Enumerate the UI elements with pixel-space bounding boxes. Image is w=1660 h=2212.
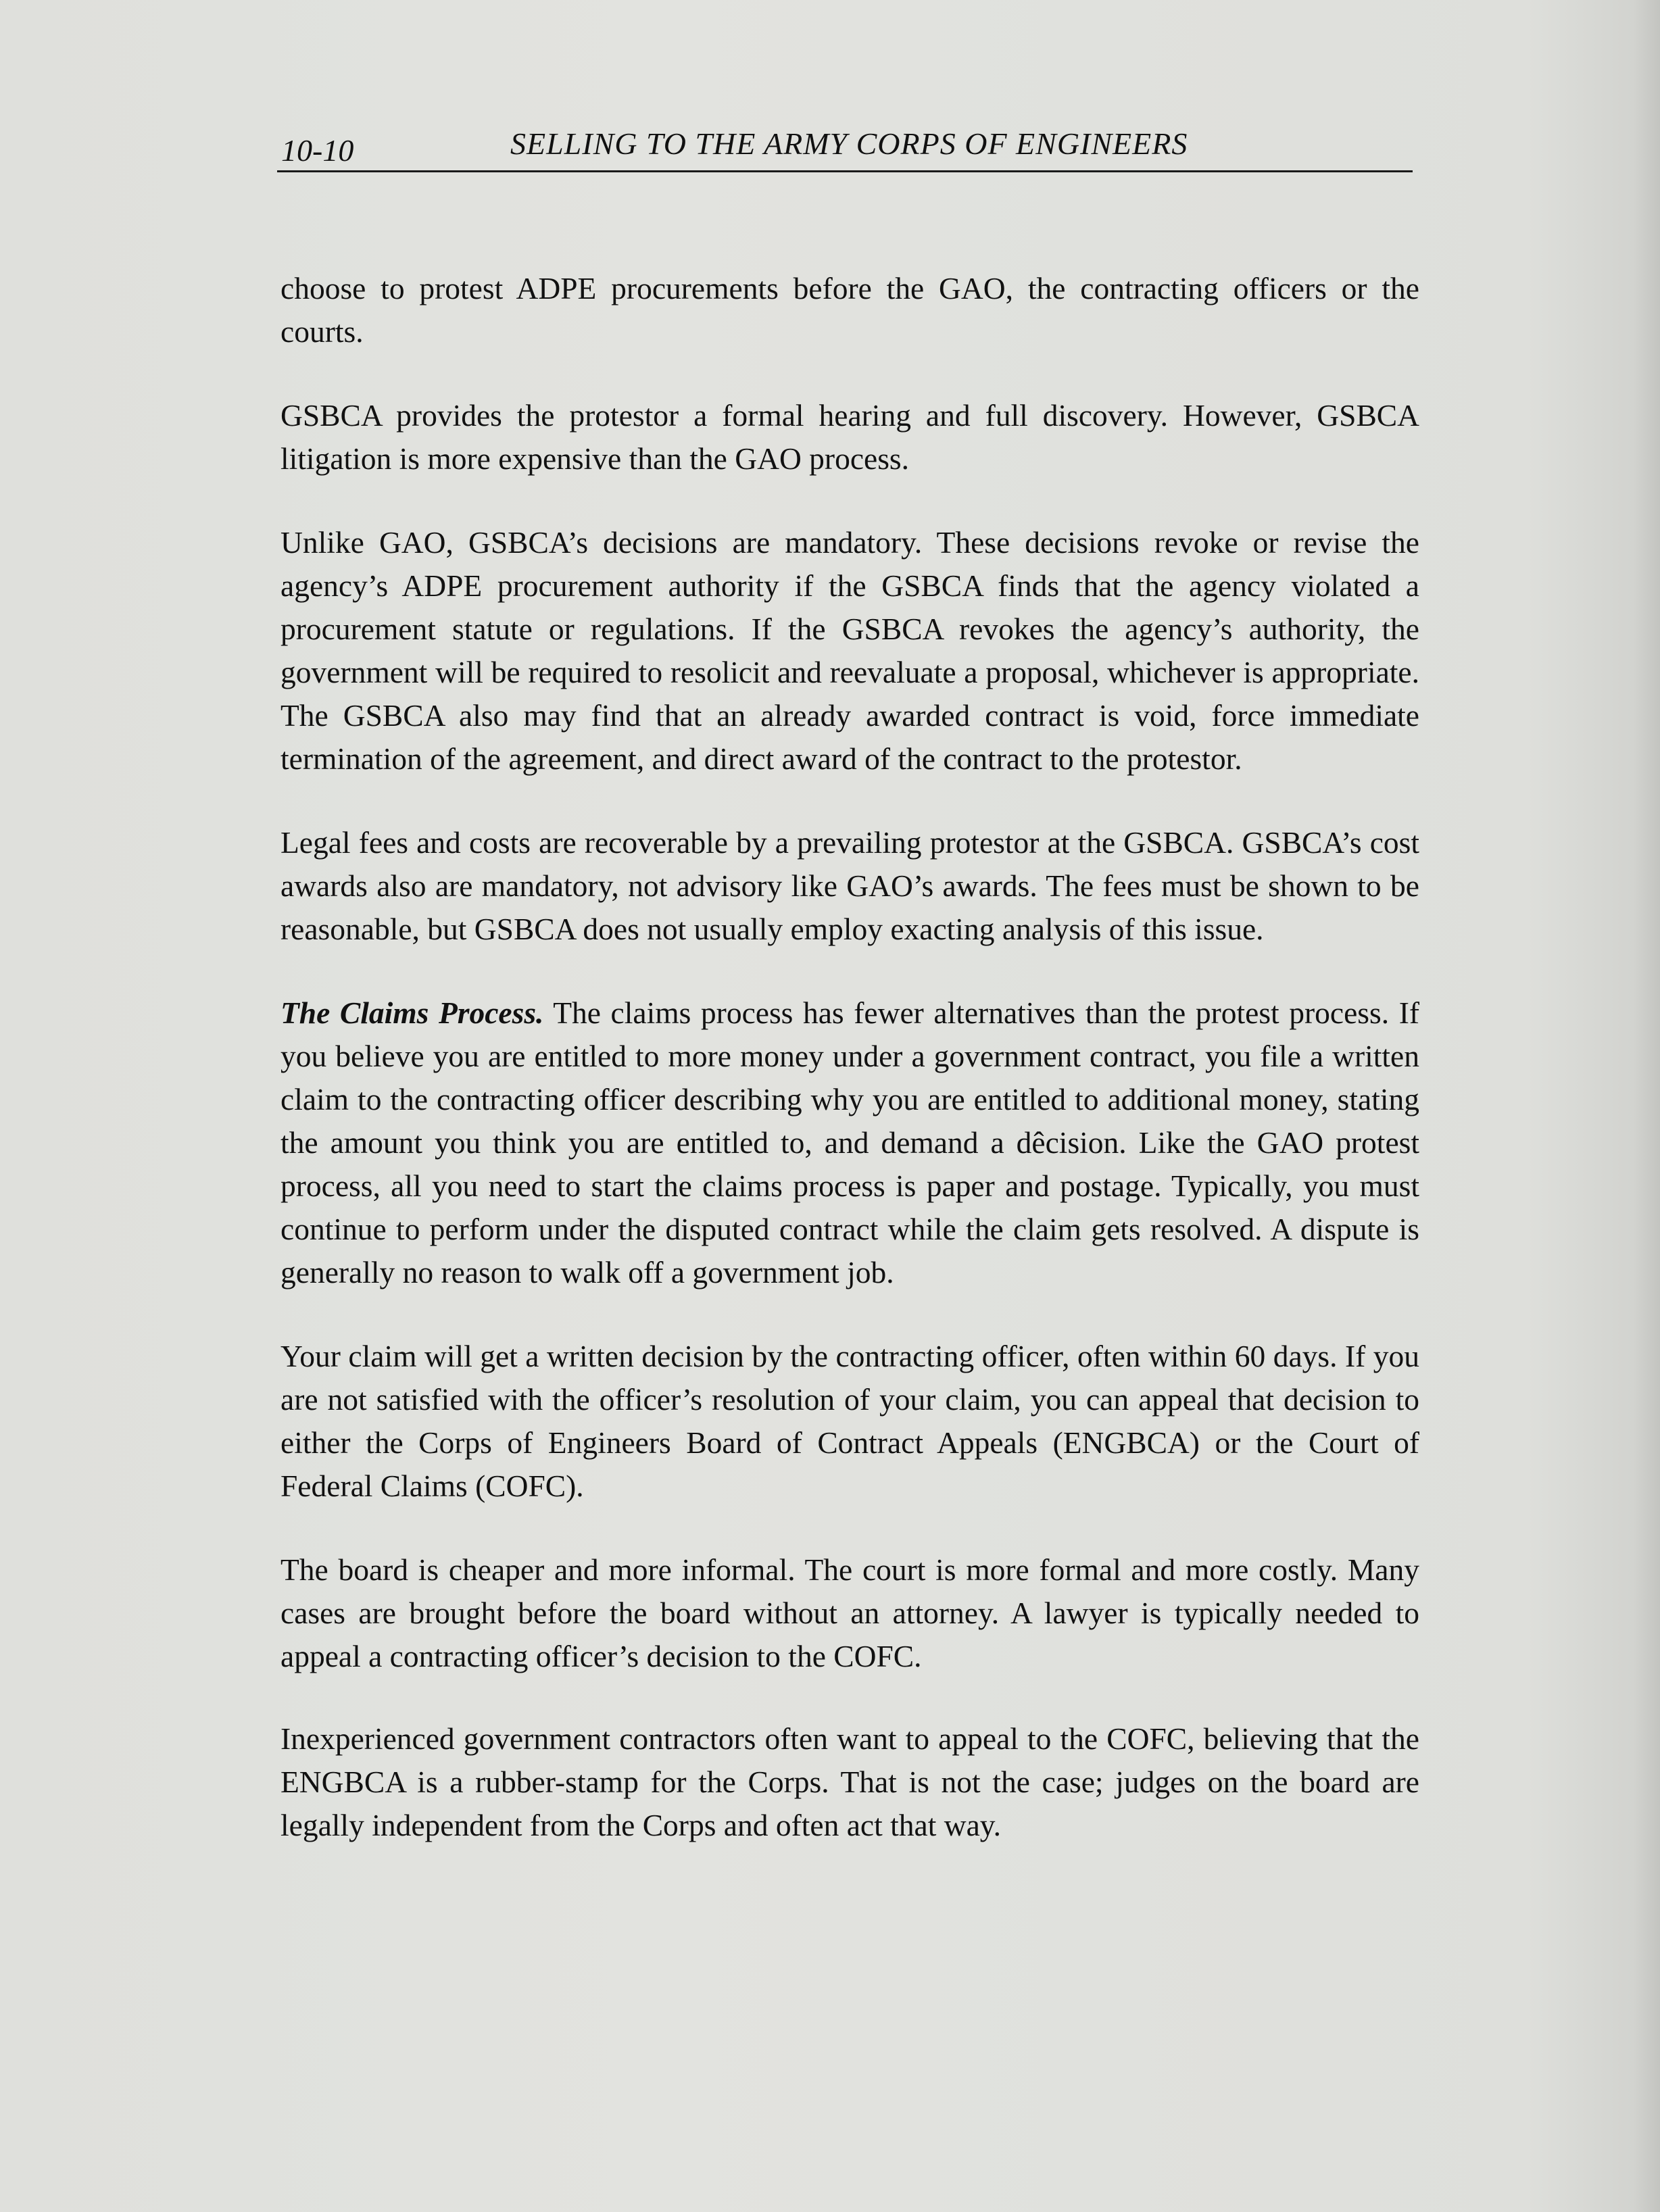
header-rule <box>277 170 1413 172</box>
page-edge-shadow <box>1633 0 1660 2212</box>
paragraph-2: GSBCA provides the protestor a formal hearing and full discovery. However, GSBCA litigation is more expensive than the GAO process. <box>280 398 1419 476</box>
paragraph-7: The board is cheaper and more informal. The court is more formal and more costly. Many cases are brought before the board without an attorney. A lawyer is typically needed to appeal a contracting officer’s decision to the COFC. <box>280 1552 1419 1673</box>
run-in-heading: The Claims Process. <box>280 996 544 1030</box>
paragraph-5-claims-process <box>280 991 1419 1294</box>
running-title: SELLING TO THE ARMY CORPS OF ENGINEERS <box>510 126 1188 161</box>
page-header <box>277 122 1413 176</box>
paragraph-6: Your claim will get a written decision by the contracting officer, often within 60 days. If you are not satisfied with the officer’s resolution of your claim, you can appeal that decision to either the Corps of Engineers Board of Contract Appeals (ENGBCA) or the Court of Federal Claims (COFC). <box>280 1339 1419 1503</box>
paragraph-3: Unlike GAO, GSBCA’s decisions are mandatory. These decisions revoke or revise the agency’s ADPE procurement authority if the GSBCA finds that the agency violated a procurement statute or regulations. If the GSBCA revokes the agency’s authority, the government will be required to resolicit and reevaluate a proposal, whichever is appropriate. The GSBCA also may find that an already awarded contract is void, force immediate termination of the agreement, and direct award of the contract to the protestor. <box>280 525 1419 776</box>
body-text <box>280 267 1419 1888</box>
paragraph-4: Legal fees and costs are recoverable by a prevailing protestor at the GSBCA. GSBCA’s cost awards also are mandatory, not advisory like GAO’s awards. The fees must be shown to be reasonable, but GSBCA does not usually employ exacting analysis of this issue. <box>280 825 1419 946</box>
page-number: 10-10 <box>281 133 354 168</box>
paragraph-5-text: The claims process has fewer alternatives than the protest process. If you believe you are entitled to more money under a government contract, you file a written claim to the contracting officer describing why you are entitled to additional money, stating the amount you think you are entitled to, and demand a dêcision. Like the GAO protest process, all you need to start the claims process is paper and postage. Typically, you must continue to perform under the disputed contract while the claim gets resolved. A dispute is generally no reason to walk off a government job. <box>280 996 1420 1289</box>
paragraph-1: choose to protest ADPE procurements before the GAO, the contracting officers or the courts. <box>280 271 1419 349</box>
paragraph-8: Inexperienced government contractors often want to appeal to the COFC, believing that the ENGBCA is a rubber-stamp for the Corps. That is not the case; judges on the board are legally independent from the Corps and often act that way. <box>280 1721 1419 1842</box>
